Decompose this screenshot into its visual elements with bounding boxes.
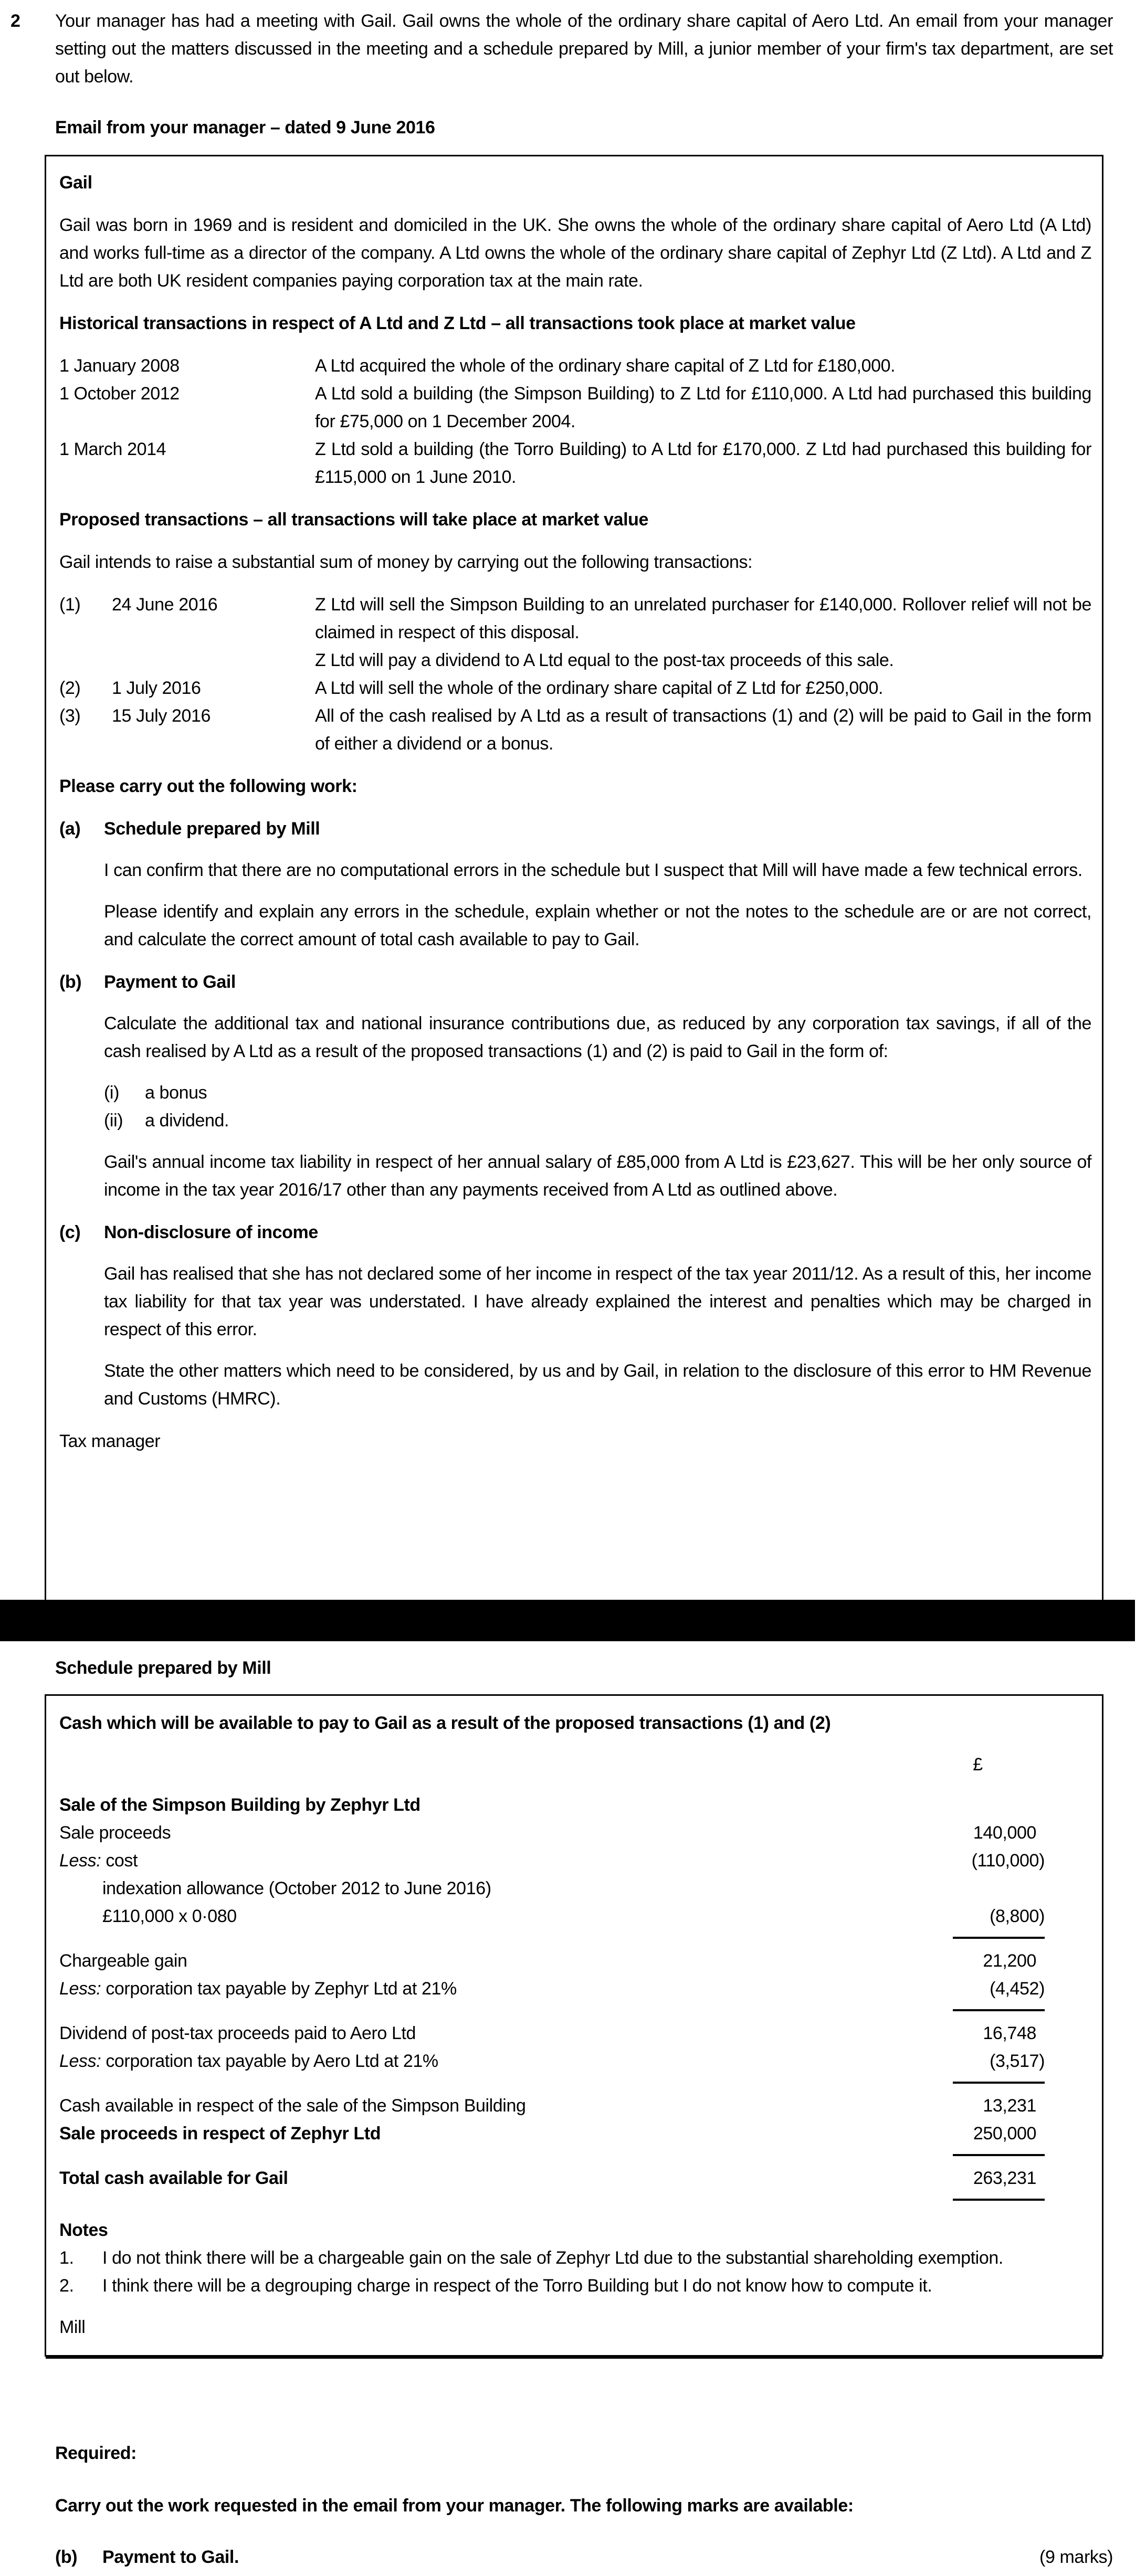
row-lead: Less: [59,1979,101,1999]
currency-symbol: £ [973,1755,983,1775]
schedule-heading: Schedule prepared by Mill [55,1658,271,1678]
transaction-desc-line: Z Ltd will sell the Simpson Building to an unrelated purchaser for £140,000. Rollover relief will not be claimed in respect of this disposal. [315,595,1091,642]
schedule-row [59,2092,1045,2120]
transaction-date: 1 October 2012 [59,384,180,404]
proposed-row [59,702,1091,758]
note-text: I do not think there will be a chargeable gain on the sale of Zephyr Ltd due to the substantial shareholding exemption. [102,2248,1003,2268]
note-item [59,2272,1091,2300]
required-item-title: Payment to Gail. [102,2547,239,2567]
row-amount: 16,748 [983,2023,1036,2043]
subitem-text: a dividend. [145,1111,229,1131]
question-intro [0,0,1146,91]
proposed-heading: Proposed transactions – all transactions will take place at market value [59,510,648,530]
schedule-signoff: Mill [59,2317,86,2337]
task-title: Schedule prepared by Mill [104,819,320,839]
row-label: Dividend of post-tax proceeds paid to Aero Ltd [59,2023,416,2043]
question-intro-text: Your manager has had a meeting with Gail. Gail owns the whole of the ordinary share capital of Aero Ltd. An email from your manager setting out the matters discussed in the meeting and a schedule prepared by Mill, a junior member of your firm's tax department, are set out below. [55,11,1113,87]
row-amount: 21,200 [983,1951,1036,1971]
transaction-date: 24 June 2016 [112,595,218,615]
work-heading: Please carry out the following work: [59,776,358,796]
subitem-i [104,1079,1091,1107]
task-subitems [104,1079,1091,1135]
transaction-desc [315,702,1091,758]
schedule-row [59,2165,1045,2192]
currency-header-row [59,1751,1045,1779]
schedule-row [59,2020,1045,2047]
transaction-desc: Z Ltd sold a building (the Torro Building) to A Ltd for £170,000. Z Ltd had purchased this building for £115,000 on 1 June 2010. [315,439,1091,487]
row-label: Cash available in respect of the sale of the Simpson Building [59,2096,526,2116]
transaction-desc: A Ltd acquired the whole of the ordinary share capital of Z Ltd for £180,000. [315,356,896,376]
task-c [59,1219,1091,1413]
proposed-transactions [59,591,1091,758]
row-amount: 140,000 [973,1823,1036,1843]
redaction-bar [0,1600,1135,1641]
row-lead: Less: [59,1851,101,1871]
note-text: I think there will be a degrouping charge in respect of the Torro Building but I do not know how to compute it. [102,2276,932,2296]
notes-heading: Notes [59,2220,108,2240]
question-number: 2 [10,11,20,31]
note-item [59,2244,1091,2272]
transaction-number: (2) [59,678,81,698]
schedule-row [59,1947,1045,1975]
transaction-date: 1 July 2016 [112,678,201,698]
proposed-row [59,591,1091,674]
schedule-row [59,1819,1045,1847]
historical-row [59,436,1091,491]
row-label: indexation allowance (October 2012 to June 2016) [102,1878,491,1898]
row-label: Chargeable gain [59,1951,187,1971]
schedule-notes [46,2209,1102,2300]
schedule-box [45,1694,1103,2357]
subitem-ii [104,1107,1091,1135]
note-number: 2. [59,2276,74,2296]
task-label: (b) [59,972,82,992]
note-number: 1. [59,2248,74,2268]
row-label: Sale proceeds in respect of Zephyr Ltd [59,2124,381,2144]
total-underline [953,2009,1045,2011]
transaction-number: (1) [59,595,81,615]
transaction-desc-line: All of the cash realised by A Ltd as a result of transactions (1) and (2) will be paid to Gail in the form of either a dividend or a bonus. [315,706,1091,754]
transaction-desc: A Ltd sold a building (the Simpson Building) to Z Ltd for £110,000. A Ltd had purchased this building for £75,000 on 1 December 2004. [315,384,1091,431]
historical-row [59,352,1091,380]
row-label: corporation tax payable by Aero Ltd at 21% [106,2051,438,2071]
row-amount: (110,000) [971,1851,1045,1871]
subitem-label: (i) [104,1083,119,1103]
required-item [55,2543,1113,2571]
email-signoff: Tax manager [59,1431,161,1451]
historical-heading: Historical transactions in respect of A Ltd and Z Ltd – all transactions took place at market value [59,313,856,333]
task-title: Payment to Gail [104,972,236,992]
schedule-rows [46,1751,1102,2201]
email-salutation: Gail [59,173,92,193]
row-label: £110,000 x 0·080 [102,1906,237,1926]
subitem-text: a bonus [145,1083,207,1103]
transaction-number: (3) [59,706,81,726]
row-amount [942,1875,1045,1903]
transaction-desc-line: A Ltd will sell the whole of the ordinary share capital of Z Ltd for £250,000. [315,678,884,698]
email-heading: Email from your manager – dated 9 June 2016 [55,118,435,138]
task-paragraph: Gail has realised that she has not declared some of her income in respect of the tax year 2011/12. As a result of this, her income tax liability for that tax year was understated. I have already explained the interest and penalties which may be charged in respect of this error. [104,1264,1091,1339]
schedule-row [59,1975,1045,2003]
row-label: corporation tax payable by Zephyr Ltd at 21% [106,1979,457,1999]
schedule-row [59,2120,1045,2148]
row-amount: (4,452) [990,1979,1045,1999]
transaction-desc [315,674,1091,702]
total-underline [953,2154,1045,2156]
schedule-title: Cash which will be available to pay to Gail as a result of the proposed transactions (1) and (2) [59,1713,831,1733]
row-lead: Less: [59,2051,101,2071]
row-amount: 13,231 [983,2096,1036,2116]
row-amount: 250,000 [973,2124,1036,2144]
required-item-label: (b) [55,2547,78,2567]
row-label: Total cash available for Gail [59,2168,288,2188]
schedule-row [59,1847,1045,1875]
schedule-row [59,1875,1045,1903]
transaction-date: 15 July 2016 [112,706,211,726]
transaction-date: 1 March 2014 [59,439,166,459]
required-instruction: Carry out the work requested in the email from your manager. The following marks are available: [55,2496,854,2516]
proposed-row [59,674,1091,702]
subitem-label: (ii) [104,1111,123,1131]
total-underline [953,1937,1045,1939]
task-label: (a) [59,819,81,839]
transaction-date: 1 January 2008 [59,356,180,376]
row-amount: 263,231 [973,2168,1036,2188]
task-paragraph: State the other matters which need to be considered, by us and by Gail, in relation to the disclosure of this error to HM Revenue and Customs (HMRC). [104,1361,1091,1409]
required-heading: Required: [55,2443,137,2463]
schedule-section-heading: Sale of the Simpson Building by Zephyr Ltd [59,1795,420,1815]
task-paragraph: Gail's annual income tax liability in respect of her annual salary of £85,000 from A Ltd is £23,627. This will be her only source of income in the tax year 2016/17 other than any payments received from A Ltd as outlined above. [104,1152,1091,1200]
email-para-gail: Gail was born in 1969 and is resident and domiciled in the UK. She owns the whole of the ordinary share capital of Aero Ltd (A Ltd) and works full-time as a director of the company. A Ltd owns the whole of the ordinary share capital of Zephyr Ltd (Z Ltd). A Ltd and Z Ltd are both UK resident companies paying corporation tax at the main rate. [59,215,1091,291]
historical-row [59,380,1091,436]
task-paragraph: I can confirm that there are no computational errors in the schedule but I suspect that Mill will have made a few technical errors. [104,860,1082,880]
proposed-intro: Gail intends to raise a substantial sum of money by carrying out the following transactions: [59,552,753,572]
task-b [59,968,1091,1204]
historical-transactions [59,352,1091,491]
transaction-desc [315,591,1091,674]
task-title: Non-disclosure of income [104,1222,318,1242]
total-underline [953,2199,1045,2201]
task-paragraph: Calculate the additional tax and national insurance contributions due, as reduced by any corporation tax savings, if all of the cash realised by A Ltd as a result of the proposed transactions (1) and (2) is paid to Gail in the form of: [104,1013,1091,1061]
row-label: cost [106,1851,138,1871]
transaction-desc-line: Z Ltd will pay a dividend to A Ltd equal to the post-tax proceeds of this sale. [315,650,894,670]
row-amount: (3,517) [990,2051,1045,2071]
task-a [59,815,1091,954]
marks-available: (9 marks) [1039,2547,1113,2567]
row-amount: (8,800) [990,1906,1045,1926]
schedule-row [59,1903,1045,1930]
total-underline [953,2082,1045,2084]
schedule-row [59,2047,1045,2075]
row-label: Sale proceeds [59,1823,171,1843]
task-label: (c) [59,1222,81,1242]
task-paragraph: Please identify and explain any errors in the schedule, explain whether or not the notes to the schedule are or are not correct, and calculate the correct amount of total cash available to pay to Gail. [104,902,1091,949]
email-box [45,155,1103,1610]
